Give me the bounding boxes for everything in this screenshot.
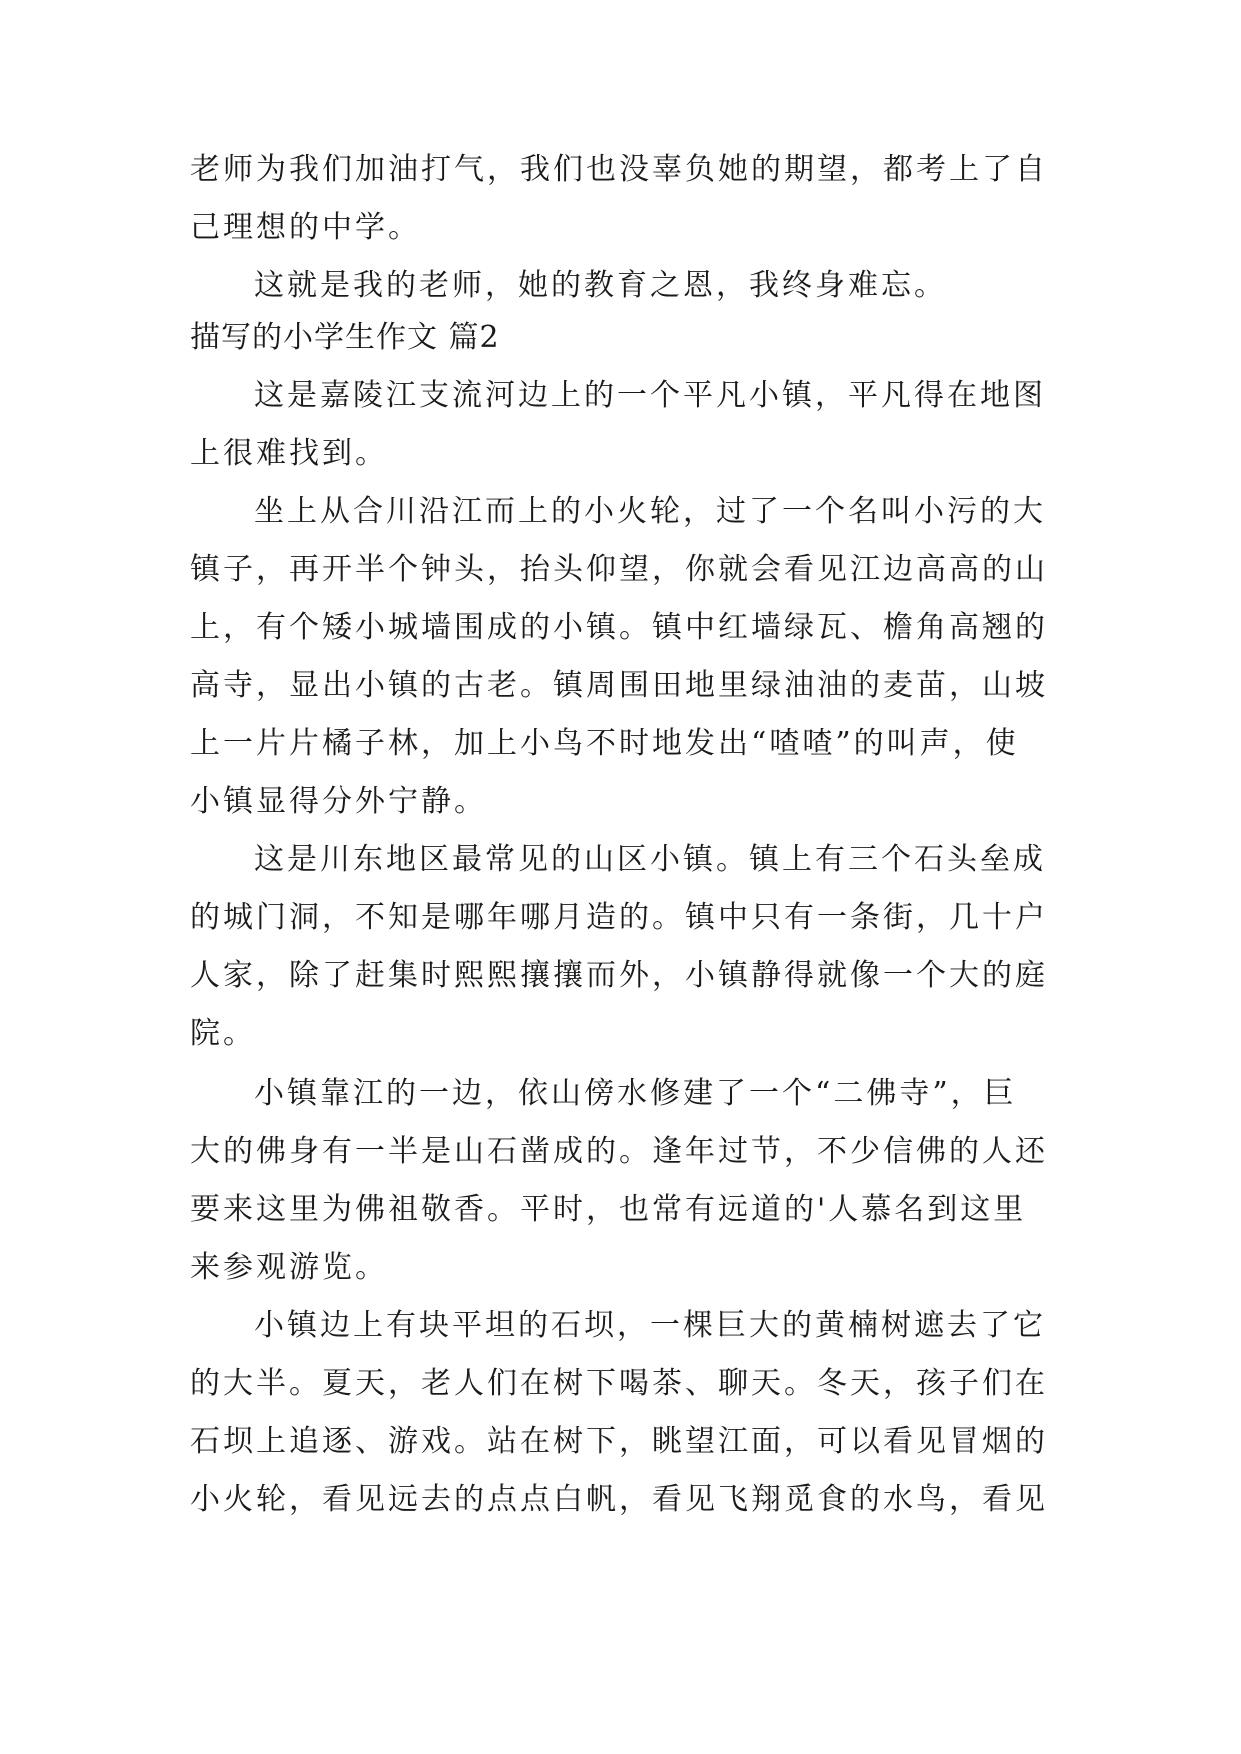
text-line: 上一片片橘子林，加上小鸟不时地发出“喳喳”的叫声，使 <box>190 726 1019 761</box>
text-line: 的大半。夏天，老人们在树下喝茶、聊天。冬天，孩子们在 <box>190 1366 1048 1401</box>
text-line: 这是嘉陵江支流河边上的一个平凡小镇，平凡得在地图 <box>254 378 1046 413</box>
text-line: 这是川东地区最常见的山区小镇。镇上有三个石头垒成 <box>254 842 1046 877</box>
text-line: 院。 <box>190 1016 256 1051</box>
text-line: 这就是我的老师，她的教育之恩，我终身难忘。 <box>254 268 947 303</box>
text-line: 小镇显得分外宁静。 <box>190 784 487 819</box>
text-line: 小火轮，看见远去的点点白帆，看见飞翔觅食的水鸟，看见 <box>190 1482 1048 1517</box>
text-line: 小镇边上有块平坦的石坝，一棵巨大的黄楠树遮去了它 <box>254 1308 1046 1343</box>
text-line: 人家，除了赶集时熙熙攘攘而外，小镇静得就像一个大的庭 <box>190 958 1048 993</box>
text-line: 大的佛身有一半是山石凿成的。逢年过节，不少信佛的人还 <box>190 1134 1048 1169</box>
text-line: 石坝上追逐、游戏。站在树下，眺望江面，可以看见冒烟的 <box>190 1424 1048 1459</box>
text-line: 老师为我们加油打气，我们也没辜负她的期望，都考上了自 <box>190 152 1048 187</box>
text-line: 高寺，显出小镇的古老。镇周围田地里绿油油的麦苗，山坡 <box>190 668 1048 703</box>
text-line: 己理想的中学。 <box>190 210 421 245</box>
text-line: 的城门洞，不知是哪年哪月造的。镇中只有一条街，几十户 <box>190 900 1048 935</box>
text-line: 坐上从合川沿江而上的小火轮，过了一个名叫小污的大 <box>254 494 1046 529</box>
text-line: 小镇靠江的一边，依山傍水修建了一个“二佛寺”，巨 <box>254 1076 1017 1111</box>
text-line: 来参观游览。 <box>190 1250 388 1285</box>
section-heading: 描写的小学生作文 篇2 <box>190 320 500 355</box>
text-line: 上很难找到。 <box>190 436 388 471</box>
text-line: 上，有个矮小城墙围成的小镇。镇中红墙绿瓦、檐角高翘的 <box>190 610 1048 645</box>
text-line: 要来这里为佛祖敬香。平时，也常有远道的'人慕名到这里 <box>190 1192 1027 1227</box>
text-line: 镇子，再开半个钟头，抬头仰望，你就会看见江边高高的山 <box>190 552 1048 587</box>
